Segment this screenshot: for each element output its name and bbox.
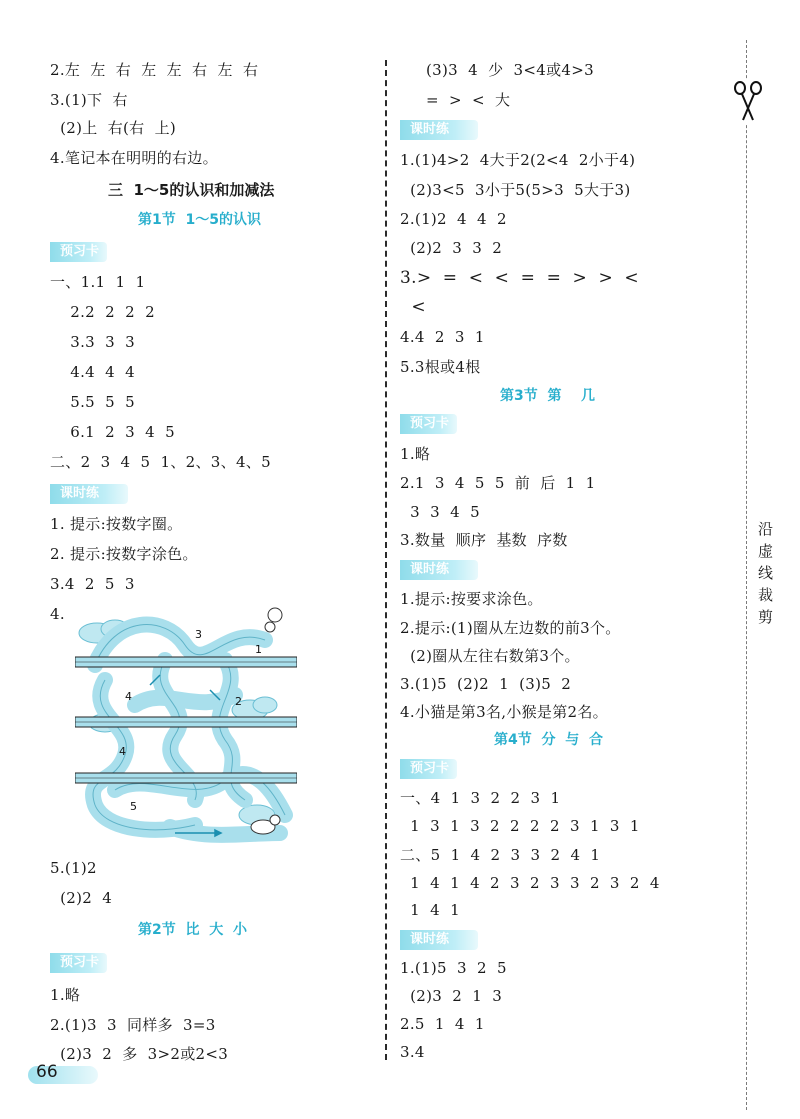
maze-illustration (75, 605, 297, 845)
preview-card-tag: 预习卡 (50, 242, 107, 262)
answer-line: 3.(1)5 (2)2 1 (3)5 2 (400, 675, 572, 693)
answer-line: 1 4 1 (400, 901, 460, 919)
preview-card-tag: 预习卡 (50, 953, 107, 973)
answer-line: 1.略 (50, 986, 81, 1004)
answer-line: < (400, 297, 426, 317)
answer-line: 3.4 2 5 3 (50, 575, 135, 593)
maze-label: 1 (255, 643, 262, 656)
answer-line: 3.数量 顺序 基数 序数 (400, 531, 568, 549)
practice-tag: 课时练 (400, 930, 478, 950)
practice-tag: 课时练 (400, 560, 478, 580)
column-divider (385, 60, 387, 1060)
answer-line: (2)2 3 3 2 (400, 239, 503, 257)
answer-line: 1.略 (400, 445, 431, 463)
cut-instruction: 沿虚线裁剪 (758, 520, 774, 626)
answer-line: 2. 提示:按数字涂色。 (50, 545, 198, 563)
answer-line: 2.左 左 右 左 左 右 左 右 (50, 61, 259, 79)
scissors-icon (731, 80, 765, 124)
maze-label: 3 (195, 628, 202, 641)
answer-line: (2)3 2 1 3 (400, 987, 503, 1005)
answer-line: 4.4 4 4 (50, 363, 135, 381)
answer-line: 1 4 1 4 2 3 2 3 3 2 3 2 4 (400, 874, 660, 892)
answer-line: 5.3根或4根 (400, 358, 481, 376)
answer-line: 2.(1)2 4 4 2 (400, 210, 507, 228)
answer-line: 一、4 1 3 2 2 3 1 (400, 789, 561, 807)
answer-line: 3.> = < < = = > > < (400, 268, 639, 288)
answer-line: 5.5 5 5 (50, 393, 135, 411)
answer-line: 二、2 3 4 5 1、2、3、4、5 (50, 453, 271, 471)
answer-line: 1.提示:按要求涂色。 (400, 590, 543, 608)
answer-line: 3.4 (400, 1043, 425, 1061)
answer-line: (2)2 4 (50, 889, 113, 907)
answer-line: 3.3 3 3 (50, 333, 135, 351)
answer-line: 3.(1)下 右 (50, 91, 128, 109)
section-title: 第4节 分 与 合 (494, 732, 603, 748)
answer-line: 1 3 1 3 2 2 2 2 3 1 3 1 (400, 817, 640, 835)
answer-line: 4.4 2 3 1 (400, 328, 485, 346)
answer-line: 4.笔记本在明明的右边。 (50, 149, 218, 167)
preview-card-tag: 预习卡 (400, 759, 457, 779)
practice-tag: 课时练 (400, 120, 478, 140)
section-title: 第1节 1～5的认识 (138, 212, 261, 228)
answer-line: 2.1 3 4 5 5 前 后 1 1 (400, 474, 596, 492)
preview-card-tag: 预习卡 (400, 414, 457, 434)
cut-line (746, 40, 747, 1110)
answer-line: 2.5 1 4 1 (400, 1015, 485, 1033)
answer-line: (2)3 2 多 3>2或2<3 (50, 1045, 229, 1063)
answer-line: 4.小猫是第3名,小猴是第2名。 (400, 703, 608, 721)
answer-line: 1.(1)4>2 4大于2(2<4 2小于4) (400, 151, 636, 169)
unit-title: 三 1～5的认识和加减法 (108, 181, 275, 199)
answer-line: 2.(1)3 3 同样多 3=3 (50, 1016, 216, 1034)
answer-line: 3 3 4 5 (400, 503, 480, 521)
page-number: 66 (36, 1062, 58, 1082)
section-title: 第2节 比 大 小 (138, 922, 247, 938)
maze-label: 2 (235, 695, 242, 708)
answer-line: 1. 提示:按数字圈。 (50, 515, 183, 533)
answer-line: 6.1 2 3 4 5 (50, 423, 175, 441)
answer-line: (2)圈从左往右数第3个。 (400, 647, 580, 665)
answer-line: 2.2 2 2 2 (50, 303, 155, 321)
maze-label: 4 (125, 690, 132, 703)
answer-line: (3)3 4 少 3<4或4>3 (426, 61, 594, 79)
maze-label: 4 (119, 745, 126, 758)
answer-line: 二、5 1 4 2 3 3 2 4 1 (400, 846, 601, 864)
practice-tag: 课时练 (50, 484, 128, 504)
answer-line: = > < 大 (426, 91, 511, 109)
answer-line: (2)上 右(右 上) (50, 119, 177, 137)
answer-line: 一、1.1 1 1 (50, 273, 146, 291)
section-title: 第3节 第 几 (500, 388, 595, 404)
answer-line: (2)3<5 3小于5(5>3 5大于3) (400, 181, 631, 199)
answer-line: 5.(1)2 (50, 859, 97, 877)
answer-line: 4. (50, 605, 65, 623)
answer-line: 2.提示:(1)圈从左边数的前3个。 (400, 619, 621, 637)
answer-line: 1.(1)5 3 2 5 (400, 959, 507, 977)
maze-label: 5 (130, 800, 137, 813)
